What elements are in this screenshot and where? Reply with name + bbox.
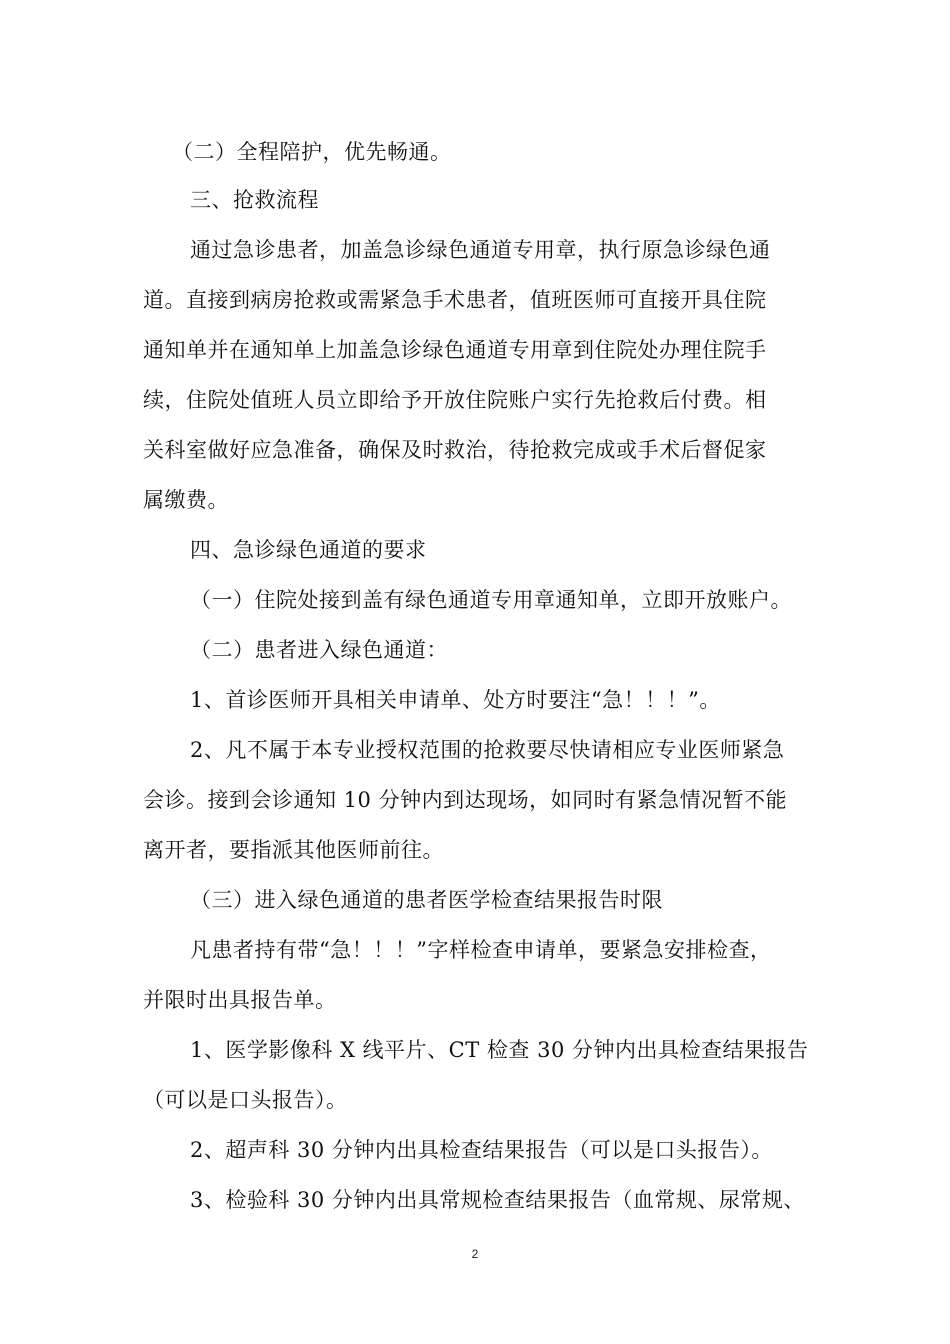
- paragraph-line-1: （二）全程陪护，优先畅通。: [172, 140, 452, 164]
- paragraph-line-18: 并限时出具报告单。: [143, 988, 337, 1012]
- paragraph-line-21: 2、超声科 30 分钟内出具检查结果报告（可以是口头报告）。: [190, 1138, 773, 1162]
- paragraph-line-4: 道。直接到病房抢救或需紧急手术患者，值班医师可直接开具住院: [143, 288, 767, 312]
- paragraph-line-15: 离开者，要指派其他医师前往。: [143, 838, 444, 862]
- paragraph-line-19: 1、医学影像科 X 线平片、CT 检查 30 分钟内出具检查结果报告: [190, 1038, 809, 1062]
- paragraph-line-16: （三）进入绿色通道的患者医学检查结果报告时限: [190, 888, 663, 912]
- paragraph-line-17: 凡患者持有带“急！！！”字样检查申请单，要紧急安排检查，: [190, 938, 772, 962]
- paragraph-line-5: 通知单并在通知单上加盖急诊绿色通道专用章到住院处办理住院手: [143, 338, 767, 362]
- paragraph-line-8: 属缴费。: [143, 488, 229, 512]
- paragraph-line-6: 续，住院处值班人员立即给予开放住院账户实行先抢救后付费。相: [143, 388, 767, 412]
- paragraph-line-7: 关科室做好应急准备，确保及时救治，待抢救完成或手术后督促家: [143, 438, 767, 462]
- paragraph-line-12: 1、首诊医师开具相关申请单、处方时要注“急！！！”。: [190, 688, 721, 712]
- section-heading-requirements: 四、急诊绿色通道的要求: [190, 538, 427, 562]
- paragraph-line-14: 会诊。接到会诊通知 10 分钟内到达现场，如同时有紧急情况暂不能: [143, 788, 788, 812]
- page-number: 2: [471, 1247, 479, 1261]
- section-heading-rescue-process: 三、抢救流程: [190, 188, 319, 212]
- paragraph-line-20: （可以是口头报告）。: [143, 1088, 348, 1112]
- paragraph-line-11: （二）患者进入绿色通道：: [190, 638, 448, 662]
- paragraph-line-10: （一）住院处接到盖有绿色通道专用章通知单，立即开放账户。: [190, 588, 792, 612]
- paragraph-line-22: 3、检验科 30 分钟内出具常规检查结果报告（血常规、尿常规、: [190, 1188, 805, 1212]
- paragraph-line-3: 通过急诊患者，加盖急诊绿色通道专用章，执行原急诊绿色通: [190, 238, 771, 262]
- paragraph-line-13: 2、凡不属于本专业授权范围的抢救要尽快请相应专业医师紧急: [190, 738, 785, 762]
